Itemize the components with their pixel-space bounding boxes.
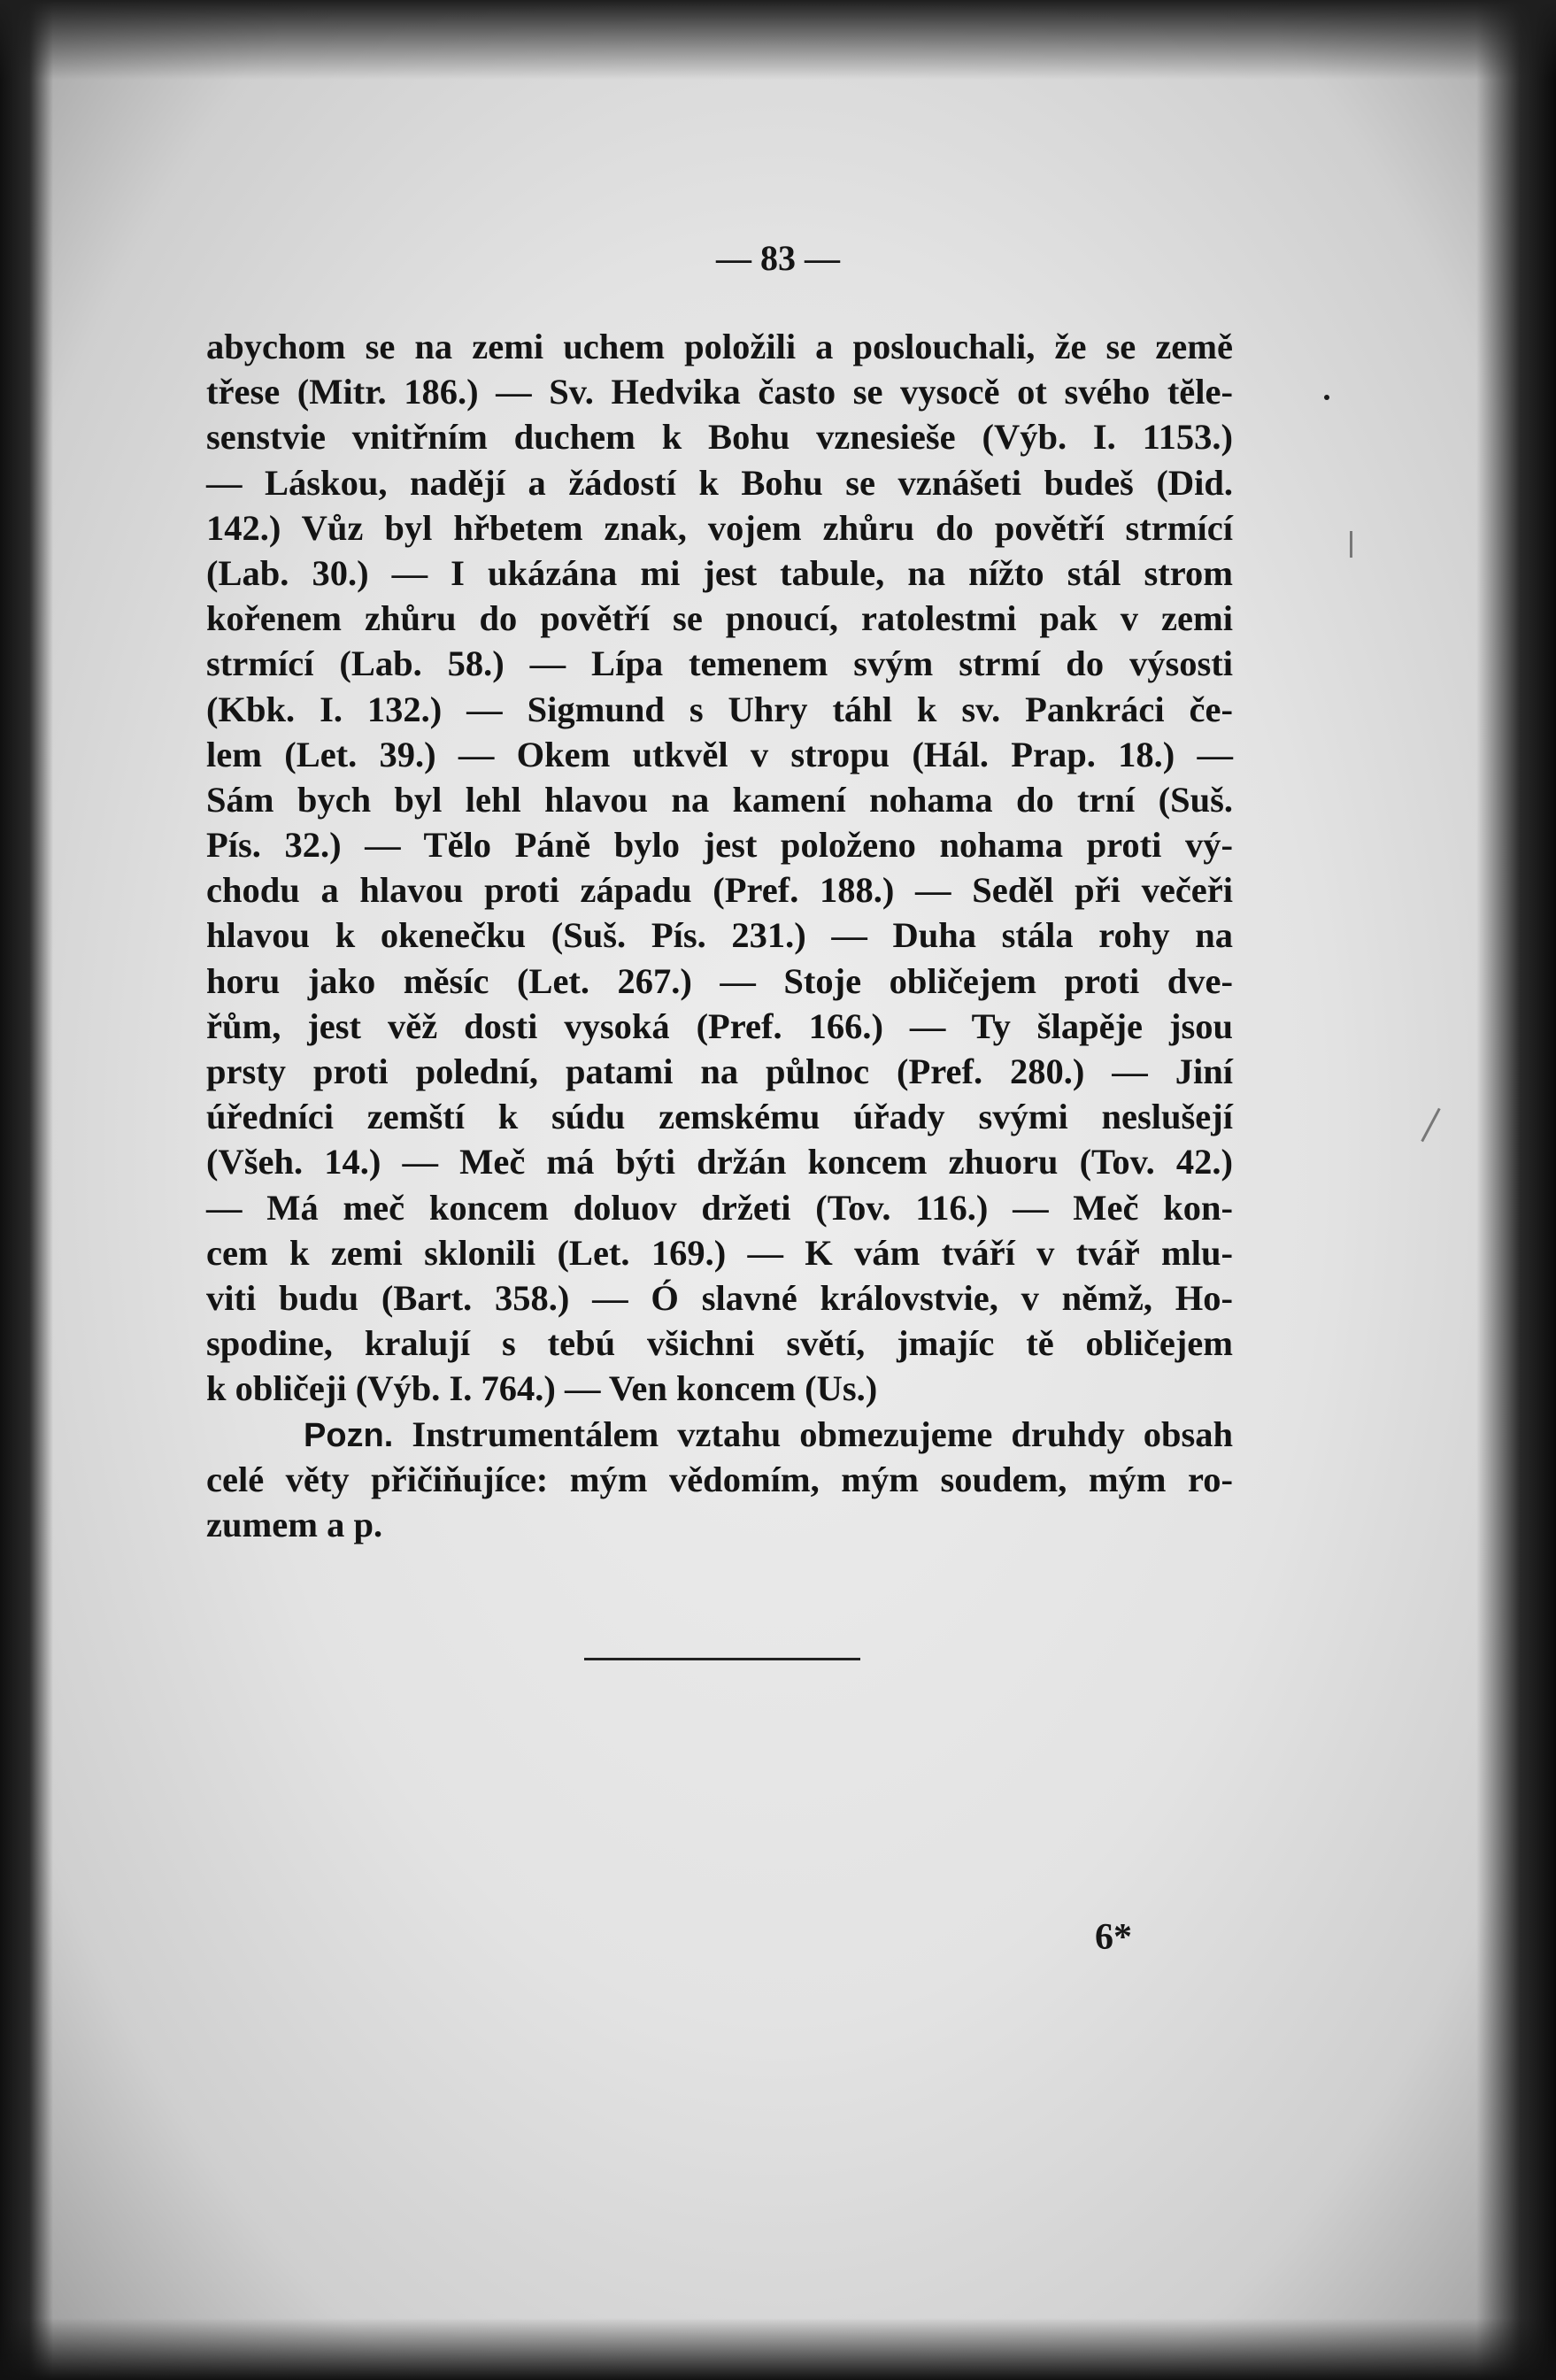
note-first-line xyxy=(206,1412,1233,1457)
text-line: 142.) Vůz byl hřbetem znak, vojem zhůru do povětří strmící xyxy=(206,507,1233,548)
page-right-shadow xyxy=(1476,0,1556,2380)
text-line: (Kbk. I. 132.) — Sigmund s Uhry táhl k sv. Pankráci če- xyxy=(206,689,1233,729)
text-line: lem (Let. 39.) — Okem utkvěl v stropu (Hál. Prap. 18.) — xyxy=(206,734,1233,774)
margin-mark xyxy=(1421,1108,1440,1142)
text-line: — Láskou, nadějí a žádostí k Bohu se vznášeti budeš (Did. xyxy=(206,462,1233,503)
text-line: senstvie vnitřním duchem k Bohu vznesieše (Výb. I. 1153.) xyxy=(206,417,1233,458)
page-number: — 83 — xyxy=(716,238,840,278)
margin-mark xyxy=(1350,531,1352,558)
text-line: úředníci zemští k súdu zemskému úřady svými neslušejí xyxy=(206,1097,1233,1137)
text-line: třese (Mitr. 186.) — Sv. Hedvika často se vysocě ot svého tĕle- xyxy=(206,372,1233,412)
text-line: horu jako měsíc (Let. 267.) — Stoje obličejem proti dve- xyxy=(206,960,1233,1001)
text-line: (Lab. 30.) — I ukázána mi jest tabule, na nížto stál strom xyxy=(206,552,1233,593)
note-text: Instrumentálem vztahu obmezujeme druhdy obsah xyxy=(412,1413,1234,1454)
text-line: (Všeh. 14.) — Meč má býti držán koncem zhuoru (Tov. 42.) xyxy=(206,1142,1233,1182)
text-line: Pís. 32.) — Tělo Páně bylo jest položeno nohama proti vý- xyxy=(206,825,1233,866)
page-bottom-shadow xyxy=(0,2318,1556,2380)
page-left-shadow xyxy=(0,0,53,2380)
text-line: viti budu (Bart. 358.) — Ó slavné královstvie, v němž, Ho- xyxy=(206,1277,1233,1318)
signature-mark: 6* xyxy=(1095,1917,1132,1958)
text-line: řům, jest věž dosti vysoká (Pref. 166.) — Ty šlapěje jsou xyxy=(206,1005,1233,1046)
text-line: abychom se na zemi uchem položili a poslouchali, že se země xyxy=(206,327,1233,366)
text-line: prsty proti polední, patami na půlnoc (Pref. 280.) — Jiní xyxy=(206,1051,1233,1091)
margin-dot xyxy=(1324,395,1329,400)
text-line: k obličeji (Výb. I. 764.) — Ven koncem (Us.) xyxy=(206,1368,878,1409)
page-top-shadow xyxy=(0,0,1556,80)
note-label: Pozn. xyxy=(304,1416,394,1454)
note-line: zumem a p. xyxy=(206,1504,383,1544)
end-rule xyxy=(584,1658,860,1660)
text-line: Sám bych byl lehl hlavou na kamení nohama do trní (Suš. xyxy=(206,779,1233,820)
text-line: cem k zemi sklonili (Let. 169.) — K vám tváří v tvář mlu- xyxy=(206,1232,1233,1273)
text-line: kořenem zhůru do povětří se pnoucí, ratolestmi pak v zemi xyxy=(206,598,1233,639)
text-line: spodine, kralují s tebú všichni světí, jmajíc tě obličejem xyxy=(206,1323,1233,1364)
text-line: — Má meč koncem doluov držeti (Tov. 116.) — Meč kon- xyxy=(206,1187,1233,1228)
body-text xyxy=(206,324,1233,1547)
text-line: chodu a hlavou proti západu (Pref. 188.) — Seděl při večeři xyxy=(206,870,1233,911)
text-line: strmící (Lab. 58.) — Lípa temenem svým strmí do výsosti xyxy=(206,643,1233,684)
text-line: hlavou k okenečku (Suš. Pís. 231.) — Duha stála rohy na xyxy=(206,915,1233,956)
note-line: celé věty přičiňujíce: mým vědomím, mým soudem, mým ro- xyxy=(206,1459,1233,1499)
